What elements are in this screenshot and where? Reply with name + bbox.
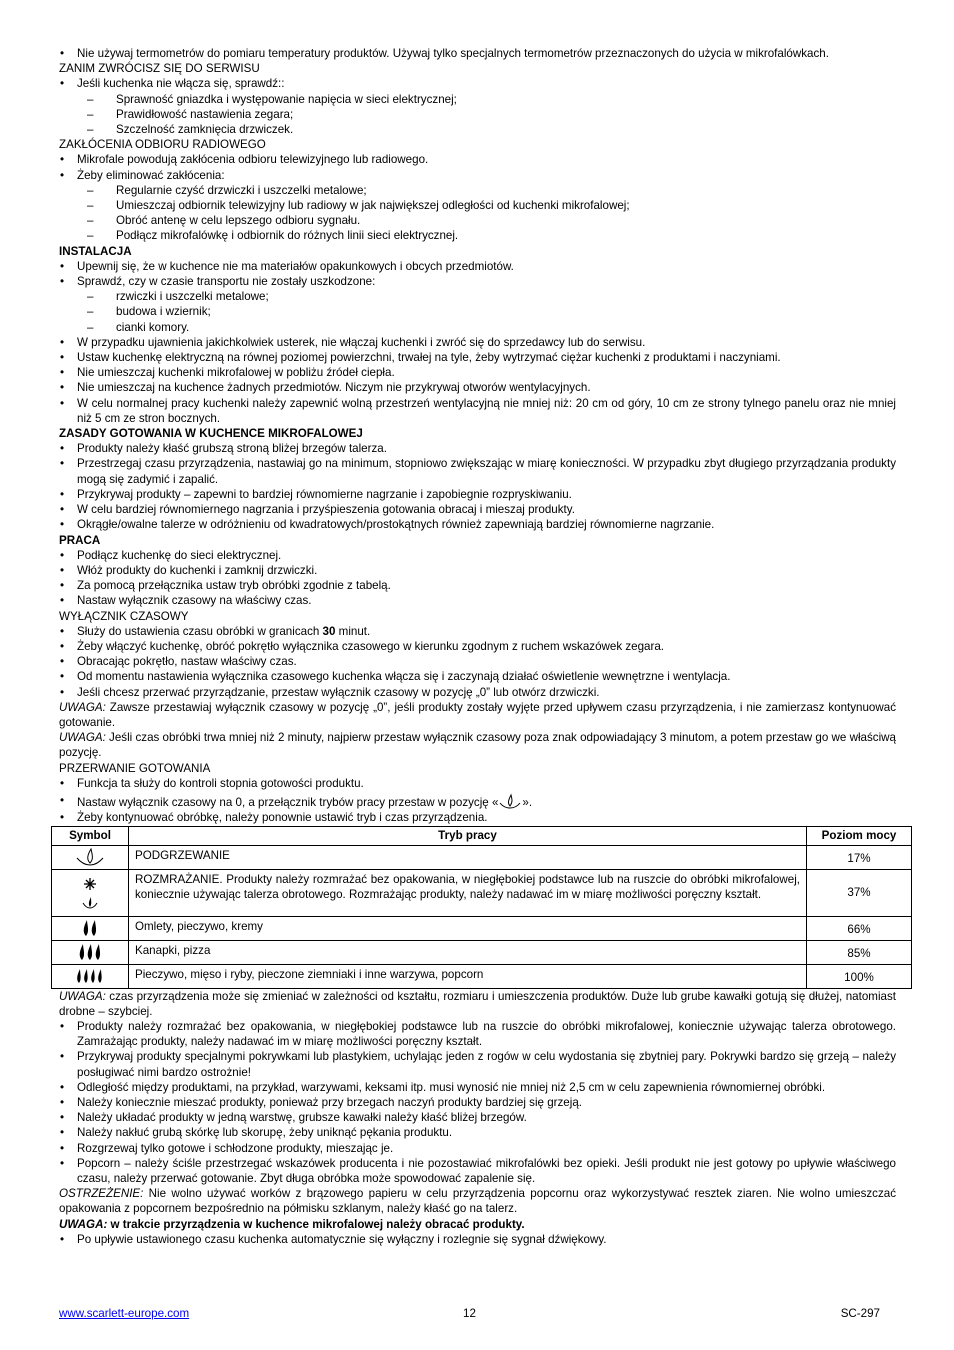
list-item: – Prawidłowość nastawienia zegara; xyxy=(59,107,896,122)
model-number: SC-297 xyxy=(840,1307,880,1320)
list-item: • Włóż produkty do kuchenki i zamknij drzwiczki. xyxy=(59,563,896,578)
power-cell: 17% xyxy=(807,845,912,869)
list-item: – Podłącz mikrofalówkę i odbiornik do różnych linii sieci elektrycznej. xyxy=(59,228,896,243)
note-label: UWAGA: xyxy=(59,731,106,745)
list-item xyxy=(59,624,896,639)
list-item: • Jeśli kuchenka nie włącza się, sprawdź:: xyxy=(59,76,896,91)
list-item: – Obróć antenę w celu lepszego odbioru sygnału. xyxy=(59,213,896,228)
page-footer xyxy=(59,1307,880,1320)
mode-cell: Omlety, pieczywo, kremy xyxy=(129,916,807,940)
list-item: • Żeby włączyć kuchenkę, obróć pokrętło wyłącznika czasowego w kierunku zgodnym z ruchem wskazówek zegara. xyxy=(59,639,896,654)
mode-cell: Kanapki, pizza xyxy=(129,940,807,964)
table-row xyxy=(52,916,912,940)
defrost-icon xyxy=(75,875,105,911)
list-item: • Należy koniecznie mieszać produkty, ponieważ przy brzegach naczyń produkty bardziej się grzeją. xyxy=(59,1095,896,1110)
section-heading: PRACA xyxy=(59,533,101,547)
table-header-row xyxy=(52,827,912,845)
text: Jeśli czas obróbki trwa mniej niż 2 minuty, najpierw przestaw wyłącznik czasowy poza znak odpowiadający 3 minutom, a potem przestaw go we właściwą pozycję. xyxy=(59,731,896,760)
document-body xyxy=(59,46,896,1247)
warning-label: OSTRZEŻENIE: xyxy=(59,1187,144,1201)
table-row xyxy=(52,869,912,916)
list-item: • Żeby kontynuować obróbkę, należy ponownie ustawić tryb i czas przyrządzenia. xyxy=(59,810,896,825)
text: Nie wolno używać worków z brązowego papieru w celu przyrządzenia popcornu oraz wykorzystywać resztek ziaren. Nie wolno umieszczać opakowania z popcornem bezpośrednio na półmisku szklanym, należy kłaść go na talerz. xyxy=(59,1187,896,1216)
section-heading: INSTALACJA xyxy=(59,244,132,258)
page-number: 12 xyxy=(463,1307,476,1320)
list-item: • Ustaw kuchenkę elektryczną na równej poziomej powierzchni, trwałej na tyle, żeby wytrzymać ciężar kuchenki z produktami i naczyniami. xyxy=(59,350,896,365)
list-item: • Za pomocą przełącznika ustaw tryb obróbki zgodnie z tabelą. xyxy=(59,578,896,593)
list-item: • Sprawdź, czy w czasie transportu nie zostały uszkodzone: xyxy=(59,274,896,289)
list-item: • Produkty należy rozmrażać bez opakowania, w niegłębokiej podstawce lub na ruszcie do obróbki mikrofalowej, koniecznie używając talerza obrotowego. Zamrażając produkty, należy nadawać im w miarę możliwości poręczny kształt. xyxy=(59,1019,896,1049)
list-item: • Okrągłe/owalne talerze w odróżnieniu od kwadratowych/prostokątnych również zapewniają bardziej równomierne nagrzanie. xyxy=(59,517,896,532)
text: Nastaw wyłącznik czasowy na 0, a przełącznik trybów pracy przestaw w pozycję « xyxy=(77,795,499,809)
mode-cell: ROZMRAŻANIE. Produkty należy rozmrażać bez opakowania, w niegłębokiej podstawce lub na ruszcie do obróbki mikrofalowej, koniecznie używając talerza obrotowego. Rozmrażając produkty, należy nadawać im w miarę możliwości poręczny kształt. xyxy=(129,869,807,916)
section-heading: ZANIM ZWRÓCISZ SIĘ DO SERWISU xyxy=(59,62,260,76)
symbol-cell xyxy=(52,964,129,988)
warning-note xyxy=(59,1186,896,1216)
note xyxy=(59,1217,896,1232)
list-item: • Przestrzegaj czasu przyrządzenia, nastawiaj go na minimum, stopniowo zwiększając w miarę konieczności. W przypadku zbyt długiego przyrządzania produkty mogą się zadymić i zapalić. xyxy=(59,456,896,486)
list-item xyxy=(59,793,896,810)
column-header: Poziom mocy xyxy=(807,827,912,845)
list-item: • Należy nakłuć grubą skórkę lub skorupę, żeby uniknąć pękania produktu. xyxy=(59,1125,896,1140)
text: czas przyrządzenia może się zmieniać w zależności od kształtu, rozmiaru i umieszczenia produktów. Duże lub grube kawałki gotują się dłużej, natomiast drobne – szybciej. xyxy=(59,989,896,1018)
text: Służy do ustawienia czasu obróbki w granicach xyxy=(77,624,323,638)
list-item: – Regularnie czyść drzwiczki i uszczelki metalowe; xyxy=(59,183,896,198)
text: 30 xyxy=(322,624,336,638)
section-heading: WYŁĄCZNIK CZASOWY xyxy=(59,609,189,623)
list-item: • Jeśli chcesz przerwać przyrządzanie, przestaw wyłącznik czasowy w pozycję „0” lub otwórz drzwiczki. xyxy=(59,685,896,700)
warm-icon xyxy=(498,793,522,809)
list-item: • Nastaw wyłącznik czasowy na właściwy czas. xyxy=(59,593,896,608)
power-cell: 100% xyxy=(807,964,912,988)
power-cell: 37% xyxy=(807,869,912,916)
list-item: • Nie umieszczaj na kuchence żadnych przedmiotów. Niczym nie przykrywaj otworów wentylacyjnych. xyxy=(59,380,896,395)
list-item: – cianki komory. xyxy=(59,320,896,335)
column-header: Tryb pracy xyxy=(129,827,807,845)
table-row xyxy=(52,845,912,869)
list-item: • Nie używaj termometrów do pomiaru temperatury produktów. Używaj tylko specjalnych termometrów przeznaczonych do użycia w mikrofalówkach. xyxy=(59,46,896,61)
list-item: • Przykrywaj produkty specjalnymi pokrywkami lub plastykiem, uchylając jeden z rogów w celu wydostania się zbytniej pary. Pokrywki bardzo się grzeją – należy posługiwać nimi bardzo ostrożnie! xyxy=(59,1049,896,1079)
table-row xyxy=(52,964,912,988)
list-item: • Przykrywaj produkty – zapewni to bardziej równomierne nagrzanie i zapobiegnie rozpryskiwaniu. xyxy=(59,487,896,502)
list-item: • Popcorn – należy ściśle przestrzegać wskazówek producenta i nie pozostawiać mikrofalówki bez opieki. Jeśli produkt nie jest gotowy po upływie właściwego czasu, należy przerwać gotowanie. Zbyt długa obróbka może spowodować zapalenie się. xyxy=(59,1156,896,1186)
list-item: • W celu bardziej równomiernego nagrzania i przyśpieszenia gotowania obracaj i mieszaj produkty. xyxy=(59,502,896,517)
power-cell: 66% xyxy=(807,916,912,940)
symbol-cell xyxy=(52,940,129,964)
list-item: • Należy układać produkty w jedną warstwę, grubsze kawałki należy kłaść bliżej brzegów. xyxy=(59,1110,896,1125)
list-item: – Sprawność gniazdka i występowanie napięcia w sieci elektrycznej; xyxy=(59,92,896,107)
three-flames-icon xyxy=(73,943,107,961)
two-flames-icon xyxy=(75,919,105,937)
mode-table xyxy=(51,826,912,988)
list-item: – Szczelność zamknięcia drzwiczek. xyxy=(59,122,896,137)
note xyxy=(59,730,896,760)
symbol-cell xyxy=(52,869,129,916)
list-item: • Podłącz kuchenkę do sieci elektrycznej. xyxy=(59,548,896,563)
four-flames-icon xyxy=(73,968,107,984)
column-header: Symbol xyxy=(52,827,129,845)
note xyxy=(59,989,896,1019)
symbol-cell xyxy=(52,845,129,869)
list-item: – rzwiczki i uszczelki metalowe; xyxy=(59,289,896,304)
section-heading: PRZERWANIE GOTOWANIA xyxy=(59,761,211,775)
note-label: UWAGA: xyxy=(59,700,106,714)
note-label: UWAGA: xyxy=(59,989,106,1003)
text: minut. xyxy=(335,624,371,638)
note xyxy=(59,700,896,730)
note-label: UWAGA: xyxy=(59,1217,108,1231)
symbol-cell xyxy=(52,916,129,940)
mode-cell: PODGRZEWANIE xyxy=(129,845,807,869)
list-item: • Od momentu nastawienia wyłącznika czasowego kuchenka włącza się i zaczynają działać oświetlenie wewnętrzne i wentylacja. xyxy=(59,669,896,684)
section-heading: ZASADY GOTOWANIA W KUCHENCE MIKROFALOWEJ xyxy=(59,427,363,441)
power-cell: 85% xyxy=(807,940,912,964)
list-item: • W przypadku ujawnienia jakichkolwiek usterek, nie włączaj kuchenki i zwróć się do sprzedawcy lub do serwisu. xyxy=(59,335,896,350)
section-heading: ZAKŁÓCENIA ODBIORU RADIOWEGO xyxy=(59,138,266,152)
list-item: – Umieszczaj odbiornik telewizyjny lub radiowy w jak największej odległości od kuchenki mikrofalowej; xyxy=(59,198,896,213)
mode-cell: Pieczywo, mięso i ryby, pieczone ziemniaki i inne warzywa, popcorn xyxy=(129,964,807,988)
list-item: • W celu normalnej pracy kuchenki należy zapewnić wolną przestrzeń wentylacyjną nie mniej niż: 20 cm od góry, 10 cm ze strony tylnego panelu oraz nie mniej niż 5 cm ze stron bocznych. xyxy=(59,396,896,426)
list-item: • Obracając pokrętło, nastaw właściwy czas. xyxy=(59,654,896,669)
list-item: • Nie umieszczaj kuchenki mikrofalowej w pobliżu źródeł ciepła. xyxy=(59,365,896,380)
list-item: • Żeby eliminować zakłócenia: xyxy=(59,168,896,183)
text: Zawsze przestawiaj wyłącznik czasowy w pozycję „0”, jeśli produkty zostały wyjęte przed upływem czasu przyrządzenia, i nie zamierzasz kontynuować gotowanie. xyxy=(59,700,896,729)
list-item: • Rozgrzewaj tylko gotowe i schłodzone produkty, mieszając je. xyxy=(59,1141,896,1156)
text: ». xyxy=(522,795,533,809)
table-row xyxy=(52,940,912,964)
list-item: – budowa i wziernik; xyxy=(59,304,896,319)
warm-icon xyxy=(75,848,105,866)
text: w trakcie przyrządzenia w kuchence mikrofalowej należy obracać produkty. xyxy=(107,1217,525,1231)
website-link[interactable]: www.scarlett-europe.com xyxy=(59,1307,190,1320)
list-item: • Funkcja ta służy do kontroli stopnia gotowości produktu. xyxy=(59,776,896,791)
list-item: • Mikrofale powodują zakłócenia odbioru telewizyjnego lub radiowego. xyxy=(59,152,896,167)
list-item: • Po upływie ustawionego czasu kuchenka automatycznie się wyłączny i rozlegnie się sygnał dźwiękowy. xyxy=(59,1232,896,1247)
list-item: • Odległość między produktami, na przykład, warzywami, keksami itp. musi wynosić nie mniej niż 2,5 cm w celu zapewnienia równomiernej obróbki. xyxy=(59,1080,896,1095)
list-item: • Produkty należy kłaść grubszą stroną bliżej brzegów talerza. xyxy=(59,441,896,456)
list-item: • Upewnij się, że w kuchence nie ma materiałów opakunkowych i obcych przedmiotów. xyxy=(59,259,896,274)
